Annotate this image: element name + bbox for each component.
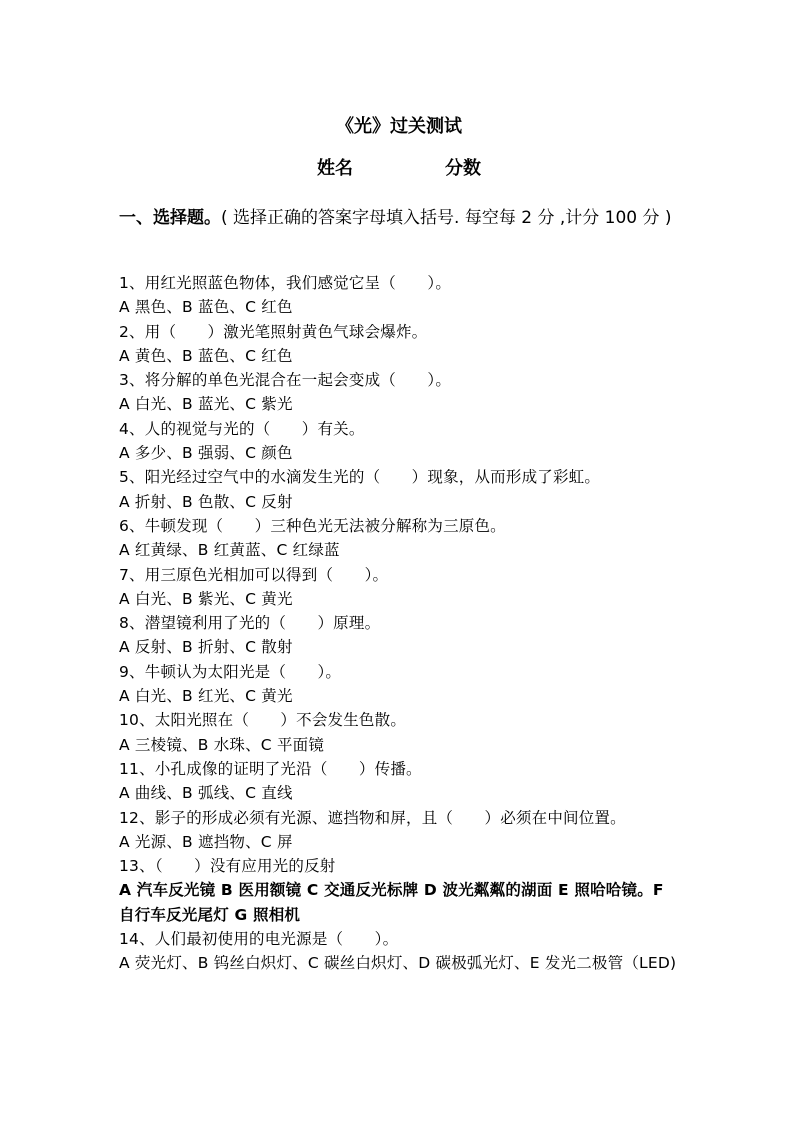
question-list — [119, 271, 679, 976]
options-3: A 白光、B 蓝光、C 紫光 — [119, 395, 293, 414]
options-11: A 曲线、B 弧线、C 直线 — [119, 784, 293, 803]
options-10: A 三棱镜、B 水珠、C 平面镜 — [119, 735, 325, 754]
question-8: 8、潜望镜利用了光的（ ）原理。 — [119, 614, 381, 633]
question-2: 2、用（ ）激光笔照射黄色气球会爆炸。 — [119, 322, 428, 341]
options-6: A 红黄绿、B 红黄蓝、C 红绿蓝 — [119, 541, 340, 560]
page-title: 《光》过关测试 — [336, 116, 462, 137]
section-header — [119, 198, 679, 238]
name-score-line — [119, 156, 679, 182]
question-3: 3、将分解的单色光混合在一起会变成（ ）。 — [119, 371, 452, 390]
options-9: A 白光、B 红光、C 黄光 — [119, 687, 293, 706]
options-2: A 黄色、B 蓝色、C 红色 — [119, 346, 293, 365]
question-13: 13、（ ）没有应用光的反射 — [119, 857, 336, 876]
score-label: 分数 — [445, 158, 481, 179]
question-4: 4、人的视觉与光的（ ）有关。 — [119, 419, 365, 438]
question-11: 11、小孔成像的证明了光沿（ ）传播。 — [119, 759, 422, 778]
options-5: A 折射、B 色散、C 反射 — [119, 492, 293, 511]
question-14: 14、人们最初使用的电光源是（ ）。 — [119, 930, 399, 949]
question-12: 12、影子的形成必须有光源、遮挡物和屏，且（ ）必须在中间位置。 — [119, 808, 626, 827]
document-page — [119, 0, 679, 1123]
question-9: 9、牛顿认为太阳光是（ ）。 — [119, 662, 342, 681]
question-6: 6、牛顿发现（ ）三种色光无法被分解称为三原色。 — [119, 516, 506, 535]
question-7: 7、用三原色光相加可以得到（ ）。 — [119, 565, 389, 584]
question-5: 5、阳光经过空气中的水滴发生光的（ ）现象，从而形成了彩虹。 — [119, 468, 601, 487]
options-1: A 黑色、B 蓝色、C 红色 — [119, 298, 293, 317]
options-4: A 多少、B 强弱、C 颜色 — [119, 444, 293, 463]
options-13: A 汽车反光镜 B 医用额镜 C 交通反光标牌 D 波光粼粼的湖面 E 照哈哈镜。F 自行车反光尾灯 G 照相机 — [119, 881, 664, 924]
question-10: 10、太阳光照在（ ）不会发生色散。 — [119, 711, 407, 730]
question-1: 1、用红光照蓝色物体，我们感觉它呈（ ）。 — [119, 274, 452, 292]
options-12: A 光源、B 遮挡物、C 屏 — [119, 832, 293, 851]
section-heading: 一、选择题。 — [119, 208, 221, 228]
options-14: A 荧光灯、B 钨丝白炽灯、C 碳丝白炽灯、D 碳极弧光灯、E 发光二极管（LED) — [119, 954, 677, 973]
section-instruction: ( 选择正确的答案字母填入括号. 每空每 2 分 ,计分 100 分 ) — [221, 208, 672, 228]
name-label: 姓名 — [317, 158, 353, 179]
options-8: A 反射、B 折射、C 散射 — [119, 638, 293, 657]
options-7: A 白光、B 紫光、C 黄光 — [119, 589, 293, 608]
